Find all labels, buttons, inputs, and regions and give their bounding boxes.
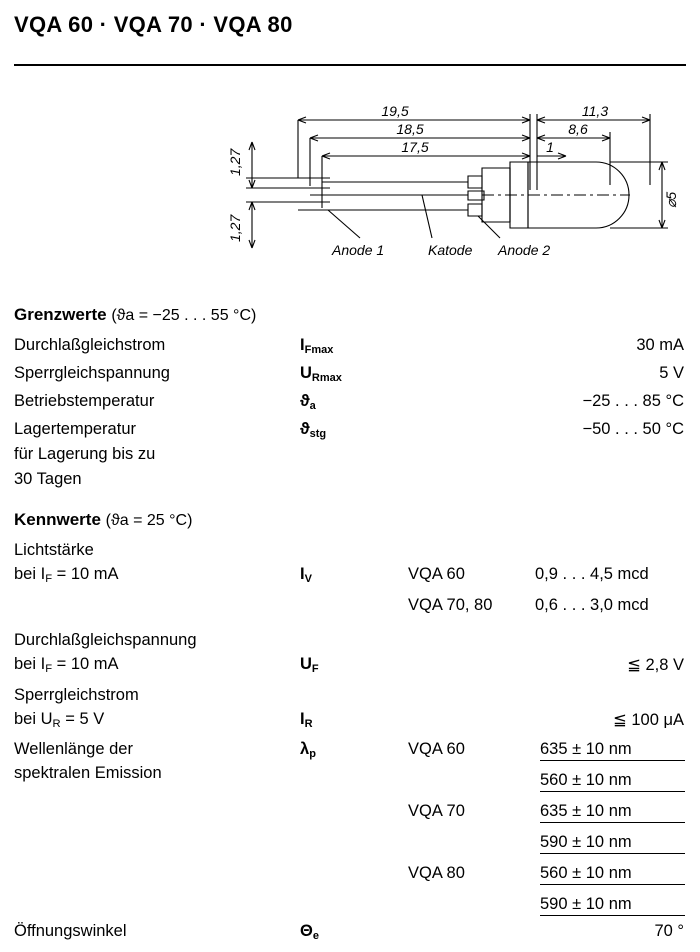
- limit-label-reverse-voltage: Sperrgleichspannung: [14, 364, 170, 382]
- char-cond-lv-a: bei I: [14, 565, 46, 583]
- page-title: VQA 60 · VQA 70 · VQA 80: [14, 12, 293, 37]
- char-cond-ir-a: bei U: [14, 710, 53, 728]
- limit-symbol-reverse-voltage: $U_{Rmax}$: [300, 364, 342, 384]
- char-label-beam-angle: Öffnungswinkel: [14, 922, 127, 940]
- char-symbol-forward-voltage: $U_F$: [300, 655, 319, 675]
- char-cond-lv-b: = 10 mA: [52, 565, 119, 583]
- dimension-1: 1: [546, 139, 554, 155]
- char-type-vqa60-wl: VQA 60: [408, 740, 465, 758]
- led-dimension-drawing: [210, 90, 680, 290]
- limit-symbol-storage-temp: $ϑ_{stg}$: [300, 420, 327, 440]
- char-value-vqa60-lv: 0,9 . . . 4,5 mcd: [535, 565, 649, 583]
- char-cond-lv-sub: F: [45, 572, 53, 585]
- char-cond-uf-a: bei I: [14, 655, 46, 673]
- char-type-vqa70-wl: VQA 70: [408, 802, 465, 820]
- limit-label-operating-temp: Betriebstemperatur: [14, 392, 155, 410]
- limit-symbol-forward-current: $I_{Fmax}$: [300, 336, 334, 356]
- char-cond-luminous-intensity: [14, 565, 119, 585]
- char-cond-reverse-current: [14, 710, 104, 730]
- limit-storage-note-line1: für Lagerung bis zu: [14, 445, 156, 463]
- characteristics-heading-text: Kennwerte: [14, 510, 101, 529]
- char-label-reverse-current: Sperrgleichstrom: [14, 686, 139, 704]
- characteristics-condition: (ϑa = 25 °C): [105, 512, 193, 529]
- char-symbol-luminous-intensity: $I_V$: [300, 565, 312, 585]
- section-heading-characteristics: [14, 510, 192, 530]
- char-symbol-lp-sub: p: [309, 747, 316, 760]
- dimension-pitch-bottom: 1,27: [227, 214, 243, 242]
- limit-symbol-operating-temp: $ϑ_a$: [300, 392, 316, 412]
- limit-symbol-sub-3: stg: [309, 427, 327, 440]
- char-type-vqa7080-lv: VQA 70, 80: [408, 596, 493, 614]
- limit-symbol-sub-2: a: [309, 399, 316, 412]
- char-value-reverse-current: ≦ 100 μA: [612, 711, 684, 729]
- char-cond-uf-sub: F: [45, 662, 53, 675]
- char-cond-uf-b: = 10 mA: [52, 655, 119, 673]
- limit-symbol-sub-1: Rmax: [311, 371, 342, 384]
- char-symbol-reverse-current: $I_R$: [300, 710, 313, 730]
- dimension-8-6: 8,6: [568, 121, 588, 137]
- char-cond-ir-b: = 5 V: [60, 710, 105, 728]
- limit-value-storage-temp: −50 . . . 50 °C: [582, 420, 684, 438]
- limit-symbol-sub-0: Fmax: [304, 343, 334, 356]
- callout-katode: Katode: [428, 242, 473, 258]
- char-value-beam-angle: 70 °: [654, 922, 684, 940]
- limit-value-reverse-voltage: 5 V: [659, 364, 684, 382]
- limit-value-forward-current: 30 mA: [636, 336, 684, 354]
- char-value-forward-voltage: ≦ 2,8 V: [627, 656, 684, 674]
- char-label-forward-voltage: Durchlaßgleichspannung: [14, 631, 197, 649]
- dimension-diameter: ⌀5: [663, 191, 679, 208]
- char-symbol-uf-sub: F: [311, 662, 319, 675]
- dimension-11-3: 11,3: [581, 103, 609, 119]
- limit-label-forward-current: Durchlaßgleichstrom: [14, 336, 166, 354]
- char-label-wavelength-line2: spektralen Emission: [14, 764, 162, 782]
- char-symbol-beam-angle: $\Theta_e$: [300, 922, 319, 942]
- char-value-vqa70-wl-1: 635 ± 10 nm: [540, 802, 685, 823]
- dimension-18-5: 18,5: [396, 121, 424, 137]
- char-symbol-wavelength: $\lambda_p$: [300, 740, 316, 760]
- dimension-19-5: 19,5: [381, 103, 409, 119]
- callout-anode1: Anode 1: [332, 242, 385, 258]
- char-symbol-lv-sub: V: [304, 572, 312, 585]
- char-type-vqa60-lv: VQA 60: [408, 565, 465, 583]
- title-divider: [14, 64, 686, 66]
- limit-value-operating-temp: −25 . . . 85 °C: [582, 392, 684, 410]
- callout-anode2: Anode 2: [498, 242, 551, 258]
- limits-heading-text: Grenzwerte: [14, 305, 107, 324]
- char-label-wavelength: Wellenlänge der: [14, 740, 133, 758]
- char-symbol-ir-sub: R: [304, 717, 313, 730]
- char-cond-forward-voltage: [14, 655, 119, 675]
- dimension-17-5: 17,5: [401, 139, 429, 155]
- char-type-vqa80-wl: VQA 80: [408, 864, 465, 882]
- char-symbol-theta-sub: e: [312, 929, 319, 942]
- char-value-vqa80-wl-2: 590 ± 10 nm: [540, 895, 685, 916]
- char-value-vqa60-wl-2: 560 ± 10 nm: [540, 771, 685, 792]
- dimension-pitch-top: 1,27: [227, 148, 243, 176]
- limit-storage-note-line2: 30 Tagen: [14, 470, 82, 488]
- char-value-vqa7080-lv: 0,6 . . . 3,0 mcd: [535, 596, 649, 614]
- char-value-vqa80-wl-1: 560 ± 10 nm: [540, 864, 685, 885]
- char-value-vqa60-wl-1: 635 ± 10 nm: [540, 740, 685, 761]
- limit-label-storage-temp: Lagertemperatur: [14, 420, 136, 438]
- char-value-vqa70-wl-2: 590 ± 10 nm: [540, 833, 685, 854]
- section-heading-limits: [14, 305, 256, 325]
- char-label-luminous-intensity: Lichtstärke: [14, 541, 94, 559]
- char-cond-ir-sub: R: [52, 717, 61, 730]
- limits-condition: (ϑa = −25 . . . 55 °C): [111, 307, 257, 324]
